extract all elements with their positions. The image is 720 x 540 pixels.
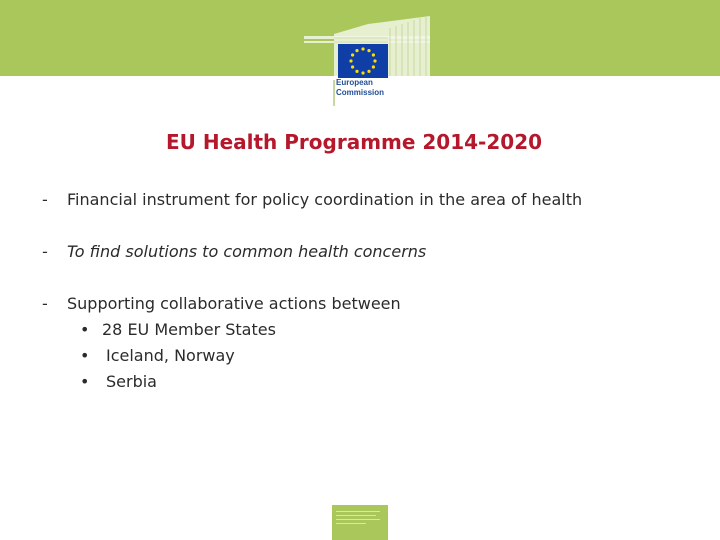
bullet-2-text: To find solutions to common health concerns	[67, 242, 427, 261]
bullet-1	[42, 190, 582, 209]
logo-line-1: European	[336, 78, 373, 87]
sub-bullet-1-text: 28 EU Member States	[102, 320, 276, 339]
bullet-3-marker: -	[42, 294, 48, 313]
slide-title: EU Health Programme 2014-2020	[165, 130, 543, 154]
sub-bullet-3-text: Serbia	[106, 372, 157, 391]
sub-bullet-1-marker: •	[80, 320, 90, 339]
footer-agency-logo-icon	[332, 505, 388, 540]
sub-bullet-2	[80, 346, 235, 365]
bullet-3	[42, 294, 401, 313]
bullet-3-text: Supporting collaborative actions between	[67, 294, 401, 313]
sub-bullet-3-marker: •	[80, 372, 90, 391]
sub-bullet-2-marker: •	[80, 346, 90, 365]
sub-bullet-3	[80, 372, 157, 391]
bullet-1-marker: -	[42, 190, 48, 209]
bullet-2-marker: -	[42, 242, 48, 261]
bullet-1-text: Financial instrument for policy coordination in the area of health	[67, 190, 583, 209]
bullet-2	[42, 242, 426, 261]
logo-text	[336, 78, 384, 98]
logo-line-2: Commission	[336, 88, 385, 97]
sub-bullet-2-text: Iceland, Norway	[106, 346, 235, 365]
sub-bullet-1	[80, 320, 276, 339]
